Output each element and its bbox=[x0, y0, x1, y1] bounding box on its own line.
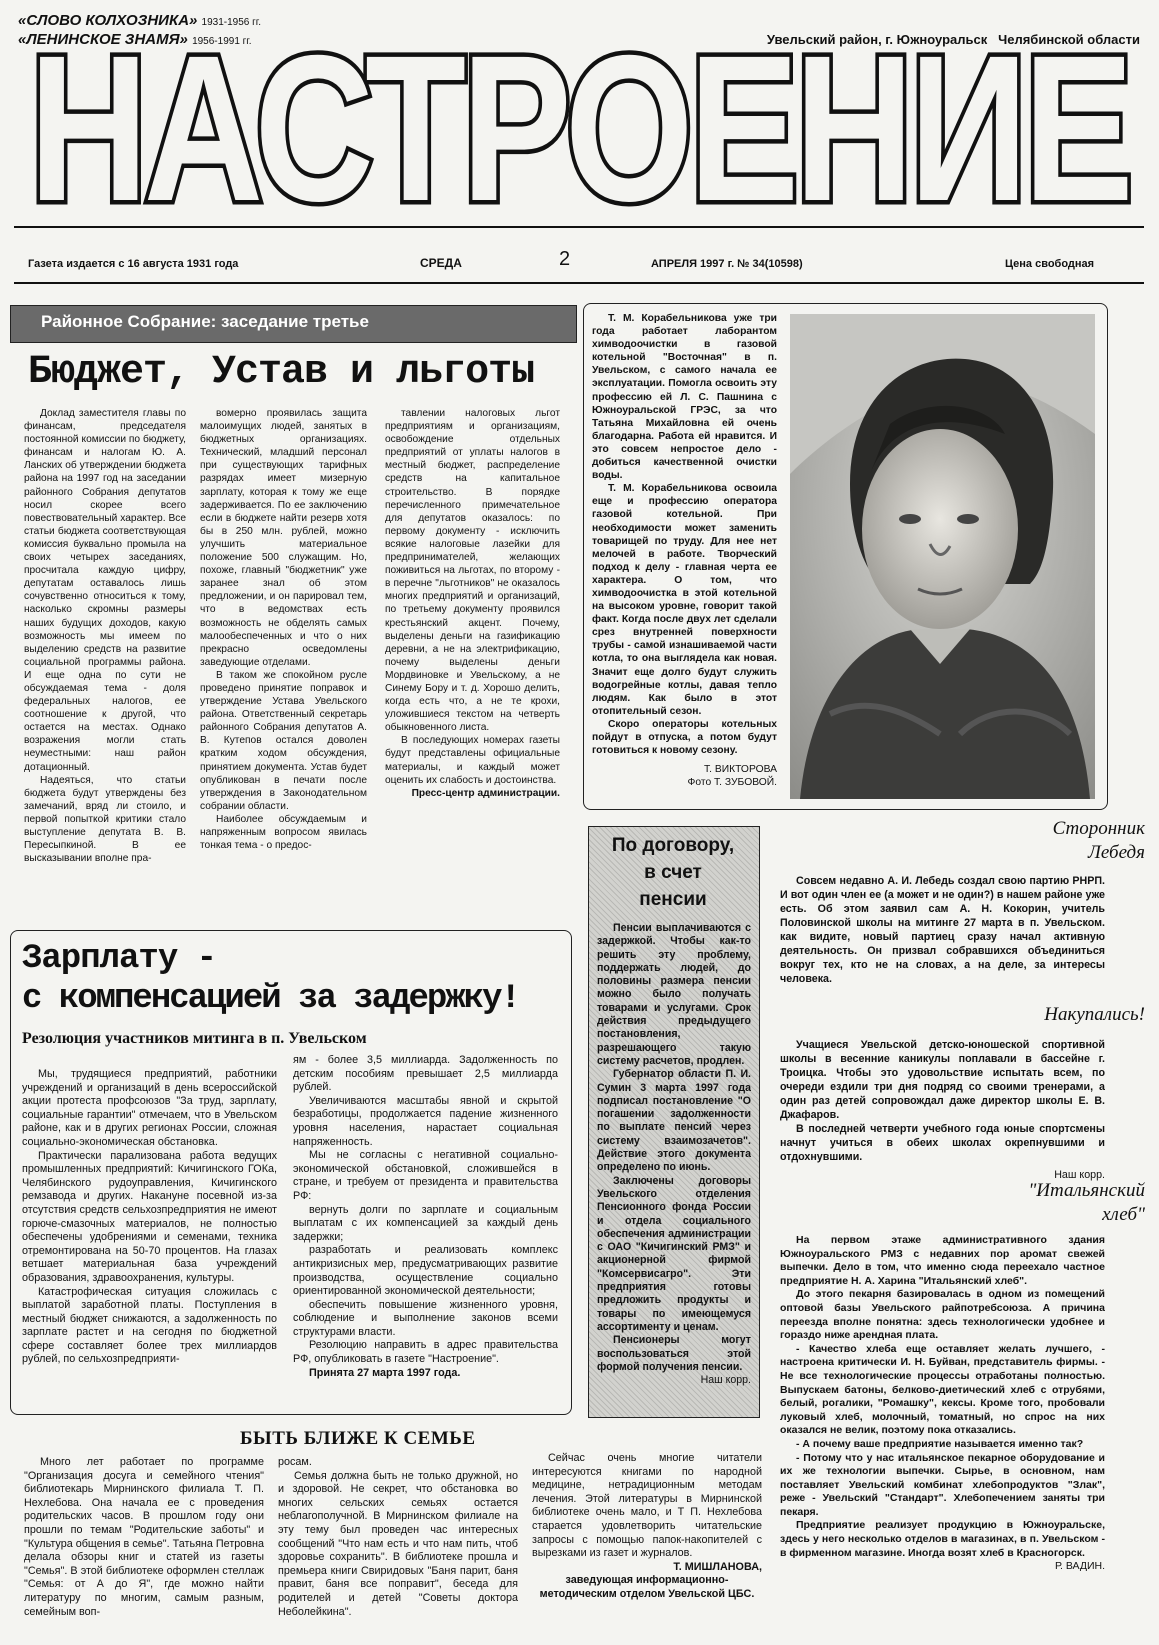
issue-date: АПРЕЛЯ 1997 г. № 34(10598) bbox=[651, 258, 803, 270]
family-signature-1: Т. МИШЛАНОВА, bbox=[673, 1560, 762, 1573]
budget-headline: Бюджет, Устав и льготы bbox=[28, 350, 535, 395]
supporter-headline-2: Лебедя bbox=[1087, 842, 1145, 863]
bread-p1: На первом этаже административного здания Южноуральского РМЗ с недавних пор аромат свежей выпечки. Дело в том, что именно сюда переехало частное предприятие Н. А. Харина "Итальянский хлеб". bbox=[780, 1234, 1105, 1287]
family-col-2 bbox=[278, 1456, 518, 1634]
budget-col1-p2: Надеяться, что статьи бюджета будут утверждены без замечаний, вряд ли стоило, и первой попыткой критики стало выступление депутата В. В. Пересыпкиной. В ее высказывании вполне пра- bbox=[24, 774, 186, 865]
pension-signature: Наш корр. bbox=[700, 1374, 751, 1387]
bread-p4: - А почему ваше предприятие называется именно так? bbox=[796, 1437, 1084, 1450]
pension-headline-3: пенсии bbox=[639, 889, 707, 910]
salary-col2-p6: обеспечить повышение жизненного уровня, соблюдение и выполнение законов всеми структурами власти. bbox=[293, 1298, 558, 1338]
salary-col1-p1: Мы, трудящиеся предприятий, работники учреждений и организаций в день всероссийской акции протеста профсоюзов "За труд, зарплату, социальные гарантии" отмечаем, что в Увельском районе, как и в других регионах России, сложная социально-экономическая обстановка. bbox=[22, 1068, 277, 1148]
budget-col2-p1: вомерно проявилась защита малоимущих людей, занятых в бюджетных организациях. Технический, младший персонал при существующих тарифных разрядах имеет мизерную зарплату, которая к тому же еще задерживается. По ее заключению если в бюджете найти резерв хотя бы в 250 млн. рублей, можно улучшить материальное положение 500 служащим. Но, похоже, главный "бюджетник" уже заранее знал об этом предложении, и он парировал тем, что в ведомствах есть возможность не обделять самых малообеспеченных и что о них прекрасно осведомлены заведующие отделами. bbox=[200, 408, 367, 668]
portrait-p2: Т. М. Корабельникова освоила еще и профессию оператора газовой котельной. При необходимости может заменить товарищей по труду. Для нее нет мелочей в работе. Творческий подход к делу - главная черта ее характера. О том, что химводоочистка в этой котельной на высоком уровне, говорит такой факт. Когда после двух лет сделали срез внутренней поверхности трубы - самой изнашиваемой части котла, то она выглядела как новая. Значит еще долго будут служить водогрейные котлы, давая тепло людям. Как было в этот отопительный сезон. bbox=[592, 483, 777, 717]
budget-col3-p1: тавлении налоговых льгот предприятиям и организациям, освобождение отдельных предприятий от уплаты налогов в местный бюджет, распределение средств на капитальное строительство. В порядке перечисленного примечательное для депутатов оказалось: по первому документу - исключить всякие налоговые лазейки для предпринимателей, желающих поживиться на льготах, по второму - в перечне "льготников" не оказалось многих предприятий и организаций, по третьему документу проявился крестьянский акцент. Почему, выделены деньги на газификацию деревни, а не на электрификацию, почему выделены деньги Мордвиновке и Увельскому, а не Синему Бору и т. д. Хорошо делить, когда есть что, а не те крохи, уложившиеся текстом на четверть обыкновенного листа. bbox=[385, 408, 560, 734]
pension-p3: Заключены договоры Увельского отделения Пенсионного фонда России и отдела социального обеспечения администрации с ОАО "Кичигинский РМЗ" и акционерной фирмой "Комсервисагро". Эти предприятия готовы предложить продукты и товары по имеющемуся ассортименту и ценам. bbox=[597, 1174, 751, 1333]
newspaper-logo bbox=[14, 50, 1144, 218]
budget-col-2 bbox=[200, 407, 367, 907]
family-col3-p1: Сейчас очень многие читатели интересуются книгами по народной медицине, нетрадиционным методам лечения. Этой литературы в Мирнинской библиотеке очень мало, и Т П. Нехлебова старается удовлетворить читательские запросы с помощью папок-накопителей с вырезками из газет и журналов. bbox=[532, 1452, 762, 1560]
bread-text bbox=[780, 1234, 1105, 1634]
budget-col1-p1: Доклад заместителя главы по финансам, председателя постоянной комиссии по бюджету, финансам и налогам Ю. А. Ланских об утверждении бюджета района на 1997 год на заседании районного Собрания депутатов носил скорее всего повествовательный характер. Все статьи бюджета соответствующая комиссия буквально промыла на своих четырех заседаниях, просчитала каждую цифру, депутатам оставалось лишь сочувственно относиться к тому, насколько скромны размеры наших будущих доходов, какую возможность мы имеем по выделению средств на развитие социальной программы района. И еще одна по сути не обсуждаемая тема - доля федеральных налогов, ее соотношение к другой, что остается на местах. Однако возражения могли стать неуместными: наш район дотационный. bbox=[24, 408, 186, 773]
salary-col-2 bbox=[293, 1054, 558, 1408]
bread-headline-2: хлеб" bbox=[1102, 1204, 1145, 1225]
salary-col-1 bbox=[22, 1068, 277, 1408]
former-name-1: «СЛОВО КОЛХОЗНИКА» bbox=[18, 12, 198, 29]
supporter-text bbox=[780, 874, 1105, 989]
portrait-author: Т. ВИКТОРОВА bbox=[703, 764, 777, 776]
portrait-p3: Скоро операторы котельных пойдут в отпуска, а потом будут готовиться к новому сезону. bbox=[592, 718, 777, 757]
budget-col3-p2: В последующих номерах газеты будут представлены официальные материалы, и каждый может оценить их слабость и достоинства. bbox=[385, 735, 560, 786]
budget-signature: Пресс-центр администрации. bbox=[411, 787, 560, 799]
family-col2-p1: росам. bbox=[278, 1456, 312, 1468]
rubric-text: Районное Собрание: заседание третье bbox=[41, 312, 369, 331]
portrait-photo-credit: Фото Т. ЗУБОВОЙ. bbox=[687, 777, 777, 789]
salary-headline-1: Зарплату - bbox=[22, 940, 217, 978]
pension-p4: Пенсионеры могут воспользоваться этой формой получения пенсии. bbox=[597, 1334, 751, 1373]
family-col-1 bbox=[24, 1456, 264, 1634]
family-signature-2: заведующая информационно-методическим отделом Увельской ЦБС. bbox=[539, 1574, 755, 1600]
bread-p6: Предприятие реализует продукцию в Южноуральске, здесь у него несколько отделов в магазинах, в п. Увельском - в фирменном магазине. Иногда возят хлеб в Красногорск. bbox=[780, 1519, 1105, 1559]
logo-text: НАСТРОЕНИЕ bbox=[29, 50, 1129, 218]
budget-col2-p3: Наиболее обсуждаемым и напряженным вопросом явилась тонкая тема - о предос- bbox=[200, 813, 367, 852]
masthead-rule-bottom bbox=[14, 282, 1144, 284]
swim-text bbox=[780, 1038, 1105, 1188]
salary-col2-p7: Резолюцию направить в адрес правительства РФ, опубликовать в газете "Настроение". bbox=[293, 1339, 558, 1366]
pension-headline-1: По договору, bbox=[611, 835, 735, 856]
family-col2-p2: Семья должна быть не только дружной, но и здоровой. Не секрет, что обстановка во многих сельских семьях остается неблагополучной. В Мирнинском филиале на эту тему был проведен час интересных сообщений "Что нам есть и что нам пить, чтоб здоровье сохранить". В библиотеке прошла и премьера книги Свиридовых "Баня парит, баня правит, баня все поправит", беседа для родителей и детей "Советы доктора Неболейкина". bbox=[278, 1469, 518, 1618]
salary-col2-p5: разработать и реализовать комплекс антикризисных мер, предусматривающих развитие производства, осуществление социально ориентированной экономической деятельности; bbox=[293, 1244, 558, 1298]
supporter-headline-1: Сторонник bbox=[1052, 818, 1145, 839]
portrait-photo bbox=[790, 314, 1095, 799]
salary-col2-p2: Увеличиваются масштабы явной и скрытой безработицы, продолжается падение жизненного уровня населения, нарастает социальная напряженность. bbox=[293, 1094, 558, 1148]
former-name-2: «ЛЕНИНСКОЕ ЗНАМЯ» bbox=[18, 31, 188, 48]
former-names bbox=[18, 12, 348, 50]
budget-col2-p2: В таком же спокойном русле проведено принятие поправок и утверждение Устава Увельского района. Ответственный секретарь районного Собрания депутатов А. В. Кутепов остался доволен кратким ходом обсуждения, принятием документа. Устав будет опубликован в печати после утверждения в Законодательном собрании области. bbox=[200, 669, 367, 812]
budget-col-3 bbox=[385, 407, 560, 907]
supporter-p1: Совсем недавно А. И. Лебедь создал свою партию РНРП. И вот один член ее (а может и не один?) в нашем районе уже есть. Об этом заявил сам А. Н. Кокорин, учитель Половинской школы на митинге 27 марта в п. Увельском. как видите, новый партиец сразу начал активную деятельность. Он призвал собравшихся объединиться вокруг тех, кто не на словах, а на деле, за интересы человека. bbox=[780, 875, 1105, 985]
pension-headline bbox=[588, 832, 758, 913]
bread-p3: - Качество хлеба еще оставляет желать лучшего, - настроена критически И. Н. Буйван, представитель фирмы. - Не все технологические процессы отработаны полностью. Выпускаем батоны, белково-диетический хлеб с отрубями, белый, рогалики, "Ромашку", кексы. Кроме того, пробовали луковый хлеб, молочный, томатный, но спрос на них оказался не велик, поэтому пока отказались. bbox=[780, 1342, 1105, 1437]
swim-signature: Наш корр. bbox=[1054, 1169, 1105, 1181]
salary-col2-p1: ям - более 3,5 миллиарда. Задолженность по детским пособиям превышает 2,5 миллиарда рублей. bbox=[293, 1054, 558, 1094]
former-years-2: 1956-1991 гг. bbox=[192, 36, 252, 47]
bread-p5: - Потому что у нас итальянское пекарное оборудование и их же технологии выпечки. Сырье, в основном, нам поставляет Увельский комбинат хлебопродуктов "Злак", реже - Увельский "Стандарт". Хлебопечением заняты три пекаря. bbox=[780, 1451, 1105, 1518]
region-line: Увельский район, г. Южноуральск Челябинской области bbox=[766, 32, 1140, 47]
family-headline: БЫТЬ БЛИЖЕ К СЕМЬЕ bbox=[240, 1428, 476, 1449]
budget-col-1 bbox=[24, 407, 186, 907]
rubric-bar bbox=[10, 305, 577, 343]
bread-signature: Р. ВАДИН. bbox=[1054, 1560, 1105, 1573]
pension-headline-2: в счет bbox=[644, 862, 702, 883]
salary-col1-p3: Катастрофическая ситуация сложилась с выплатой заработной платы. Поступления в местный бюджет снижаются, а задолженность по зарплате растет и на сегодня по бюджетной сфере составляет более трех миллиардов рублей, по сельхозпредприяти- bbox=[22, 1285, 277, 1366]
bread-headline-1: "Итальянский bbox=[1028, 1180, 1145, 1201]
salary-headline-2: с компенсацией за задержку! bbox=[22, 980, 519, 1018]
portrait-p1: Т. М. Корабельникова уже три года работает лаборантом химводоочистки в газовой котельной "Восточная" в п. Увельском, с самого начала ее эксплуатации. Помогла освоить эту профессию ей Л. С. Пашнина с Южноуральской ГРЭС, за что Татьяна Михайловна ей очень благодарна. Работа ей нравится. И это совсем непростое дело - добиться качественной очистки воды. bbox=[592, 313, 777, 482]
salary-col2-p4: вернуть долги по зарплате и социальным выплатам с их компенсацией за каждый день задержки; bbox=[293, 1203, 558, 1243]
salary-signature: Принята 27 марта 1997 года. bbox=[309, 1366, 461, 1379]
masthead-rule-top bbox=[14, 226, 1144, 228]
portrait-text bbox=[592, 312, 777, 800]
former-years-1: 1931-1956 гг. bbox=[201, 17, 261, 28]
swim-headline: Накупались! bbox=[1044, 1004, 1145, 1025]
swim-p2: В последней четверти учебного года юные спортсмены начнут учиться в обеих школах окрепнувшими и отдохнувшими. bbox=[780, 1123, 1105, 1163]
issue-day: 2 bbox=[559, 248, 571, 270]
price: Цена свободная bbox=[1005, 258, 1095, 270]
salary-col1-p2: Практически парализована работа ведущих промышленных предприятий: Кичигинского ГОКа, Челябинского рудоуправления, Кичигинского ремзавода и других. Накануне посевной из-за отсутствия средств сельхозпредприятия не имеют горюче-смазочных материалов, не полностью обеспечены удобрениями и семенами, техника отремонтирована на 50-70 процентов. На глазах ветшает материальная база учреждений образования, здравоохранения, культуры. bbox=[22, 1149, 277, 1284]
family-col1-p1: Много лет работает по программе "Организация досуга и семейного чтения" библиотекарь Мирнинского филиала Т. П. Нехлебова. Она начала ее с проведения родительских часов. В прошлом году они прошли по темам "Родительские заботы" и "Культура общения в семье". Татьяна Петровна делала обзоры книг и статей из газеты "Семья". В этой библиотеке оформлен стеллаж "Семья: от А до Я", где можно найти литературу по многим, самым разным, семейным воп- bbox=[24, 1456, 264, 1618]
bread-p2: До этого пекарня базировалась в одном из помещений оптовой базы Увельского райпотребсоюза. А причина переезда вполне понятна: здесь технологически удобнее и гораздо ниже арендная плата. bbox=[780, 1288, 1105, 1342]
family-col-3 bbox=[532, 1452, 762, 1634]
salary-subhead: Резолюция участников митинга в п. Увельском bbox=[22, 1030, 367, 1047]
pension-p2: Губернатор области П. И. Сумин 3 марта 1997 года подписал постановление "О погашении задолженности по выплате пенсий через систему взаимозачетов". Действие этого документа определено по июнь. bbox=[597, 1068, 751, 1174]
salary-col2-p3: Мы не согласны с негативной социально-экономической обстановкой, сложившейся в стране, и требуем от президента и правительства РФ: bbox=[293, 1149, 558, 1202]
weekday: СРЕДА bbox=[420, 256, 462, 270]
pension-p1: Пенсии выплачиваются с задержкой. Чтобы как-то решить эту проблему, поддержать людей, до половины размера пенсии можно было получать товарами и услугами. Срок действия предыдущего постановления, разрешающего такую систему расчетов, продлен. bbox=[597, 922, 751, 1067]
swim-p1: Учащиеся Увельской детско-юношеской спортивной школы в весенние каникулы поплавали в бассейне г. Троицка. Чтобы это удовольствие испытать всем, по очереди ездили три дня подряд со своими тренерами, а один раз детей сопровождал даже директор школы Е. В. Джафаров. bbox=[780, 1039, 1105, 1121]
pension-text bbox=[597, 922, 751, 1410]
publish-since: Газета издается с 16 августа 1931 года bbox=[28, 258, 239, 270]
